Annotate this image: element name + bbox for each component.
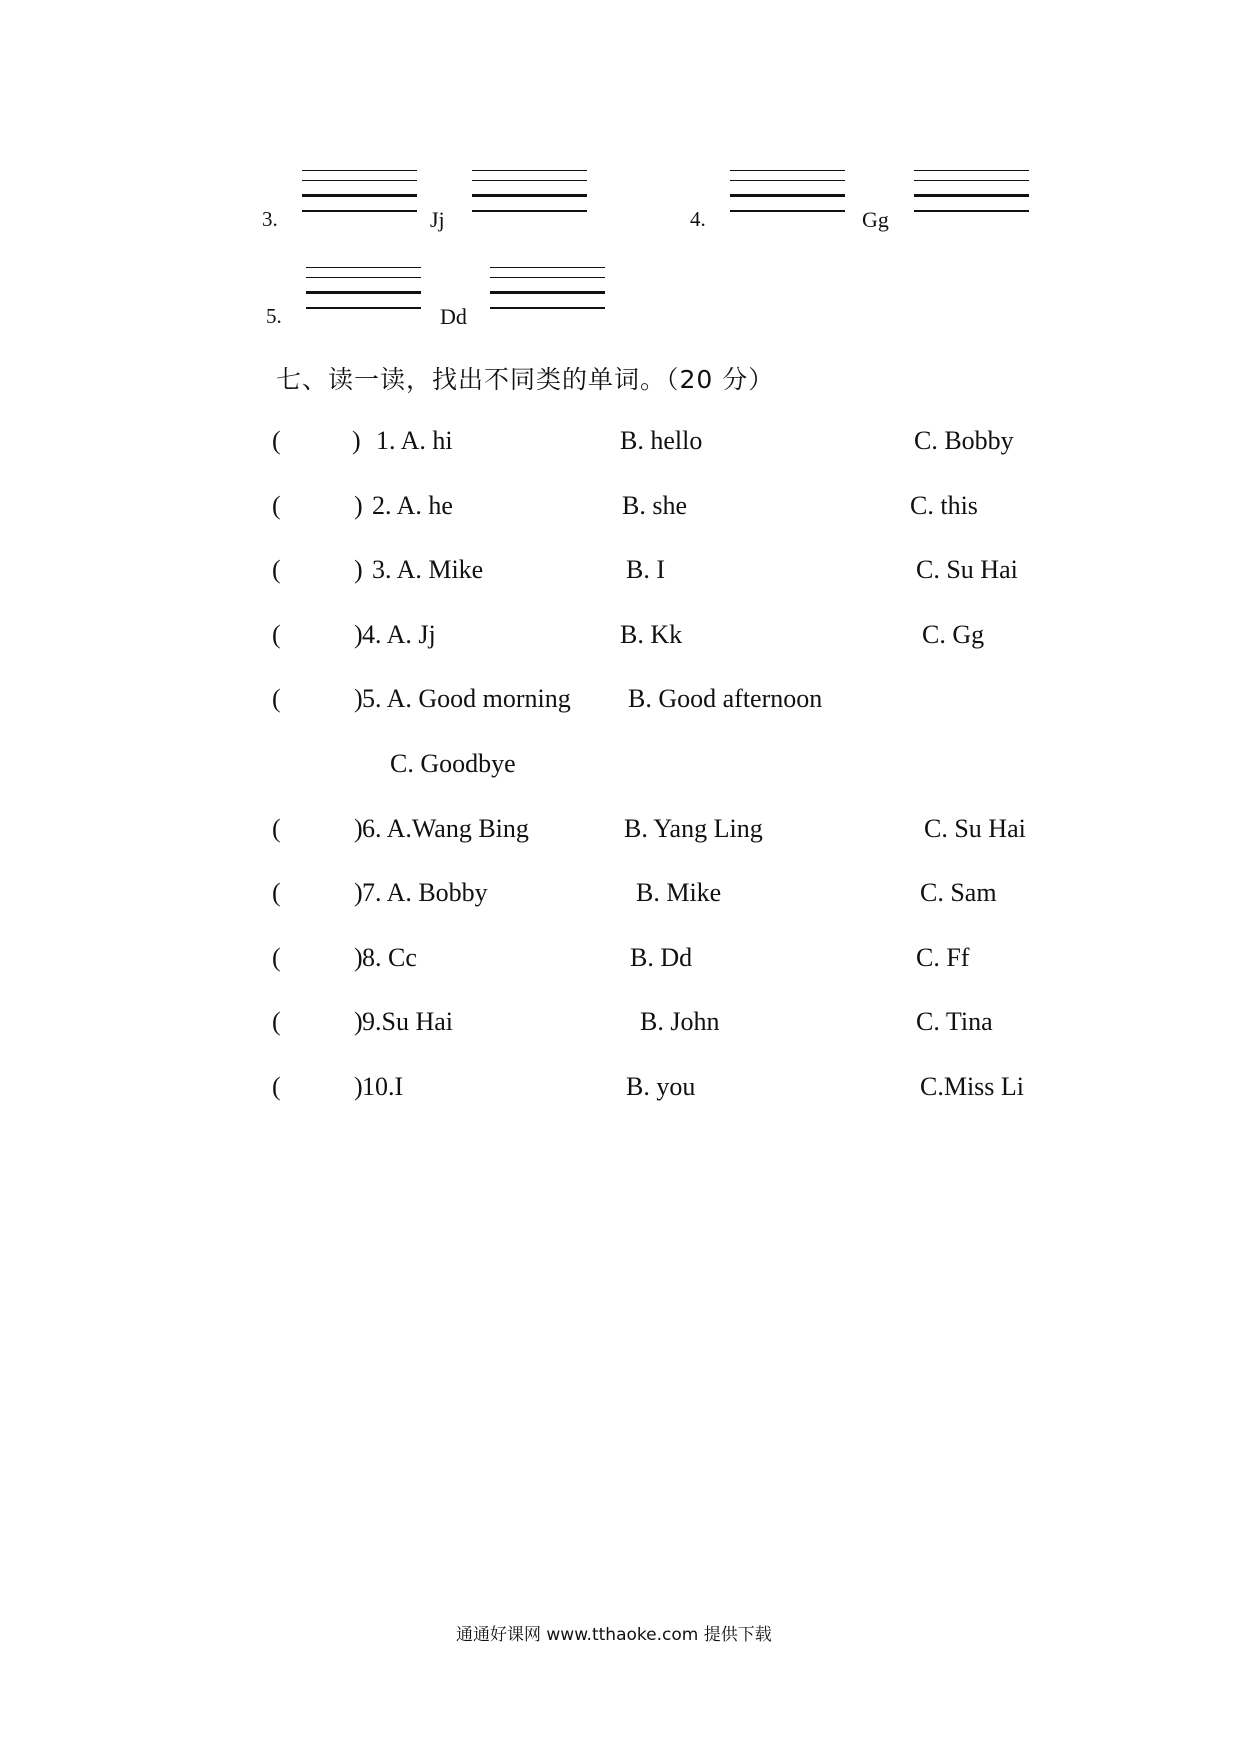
option-b: B. she	[622, 491, 687, 520]
answer-bracket-close: )	[352, 426, 361, 455]
option-a: 7. A. Bobby	[362, 878, 488, 907]
option-b: B. Good afternoon	[628, 684, 823, 713]
option-c: C. Gg	[922, 620, 985, 649]
option-a: 9.Su Hai	[362, 1007, 453, 1036]
answer-bracket-close: )	[354, 814, 363, 843]
option-b: B. Dd	[630, 943, 693, 972]
answer-bracket-open[interactable]: (	[272, 943, 281, 972]
answer-bracket-open[interactable]: (	[272, 684, 281, 713]
option-b: B. Kk	[620, 620, 683, 649]
option-c: C. Goodbye	[390, 749, 516, 778]
sample-letters: Dd	[440, 304, 467, 329]
answer-bracket-open[interactable]: (	[272, 1072, 281, 1101]
option-c: C.Miss Li	[920, 1072, 1025, 1101]
option-a: 2. A. he	[372, 491, 453, 520]
option-b: B. John	[640, 1007, 720, 1036]
option-c: C. Sam	[920, 878, 997, 907]
option-a: 1. A. hi	[376, 426, 453, 455]
answer-bracket-close: )	[354, 555, 363, 584]
answer-bracket-close: )	[354, 878, 363, 907]
option-c: C. Su Hai	[924, 814, 1026, 843]
writing-lines[interactable]	[914, 170, 1029, 216]
option-c: C. Su Hai	[916, 555, 1018, 584]
footer-text: 通通好课网 www.tthaoke.com 提供下载	[456, 1625, 772, 1645]
item-number: 4.	[690, 207, 706, 231]
answer-bracket-open[interactable]: (	[272, 878, 281, 907]
answer-bracket-open[interactable]: (	[272, 620, 281, 649]
option-b: B. I	[626, 555, 665, 584]
answer-bracket-close: )	[354, 943, 363, 972]
answer-bracket-open[interactable]: (	[272, 1007, 281, 1036]
answer-bracket-close: )	[354, 1007, 363, 1036]
writing-lines[interactable]	[730, 170, 845, 216]
writing-lines[interactable]	[490, 267, 605, 313]
answer-bracket-open[interactable]: (	[272, 491, 281, 520]
option-c: C. Bobby	[914, 426, 1014, 455]
answer-bracket-close: )	[354, 1072, 363, 1101]
item-number: 5.	[266, 304, 282, 328]
option-a: 8. Cc	[362, 943, 417, 972]
item-number: 3.	[262, 207, 278, 231]
answer-bracket-close: )	[354, 491, 363, 520]
writing-lines[interactable]	[472, 170, 587, 216]
option-a: 5. A. Good morning	[362, 684, 571, 713]
option-a: 10.I	[362, 1072, 404, 1101]
option-c: C. this	[910, 491, 978, 520]
writing-lines[interactable]	[302, 170, 417, 216]
option-b: B. Yang Ling	[624, 814, 763, 843]
option-b: B. you	[626, 1072, 696, 1101]
option-b: B. hello	[620, 426, 703, 455]
writing-lines[interactable]	[306, 267, 421, 313]
sample-letters: Gg	[862, 207, 889, 232]
option-a: 6. A.Wang Bing	[362, 814, 529, 843]
sample-letters: Jj	[430, 207, 445, 232]
option-c: C. Tina	[916, 1007, 993, 1036]
option-a: 4. A. Jj	[362, 620, 436, 649]
option-a: 3. A. Mike	[372, 555, 484, 584]
option-c: C. Ff	[916, 943, 970, 972]
answer-bracket-close: )	[354, 620, 363, 649]
answer-bracket-open[interactable]: (	[272, 814, 281, 843]
option-b: B. Mike	[636, 878, 722, 907]
answer-bracket-open[interactable]: (	[272, 426, 281, 455]
answer-bracket-open[interactable]: (	[272, 555, 281, 584]
answer-bracket-close: )	[354, 684, 363, 713]
section-title: 七、读一读，找出不同类的单词。（20 分）	[276, 365, 775, 394]
